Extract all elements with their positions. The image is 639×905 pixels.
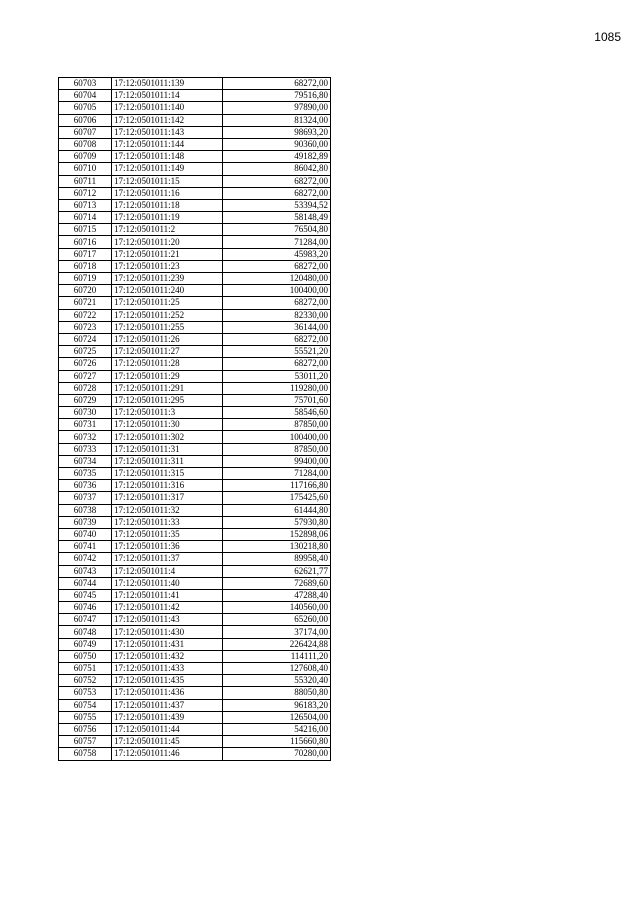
table-row xyxy=(59,163,331,175)
cadastral-number-cell: 17:12:0501011:302 xyxy=(112,431,223,443)
table-row xyxy=(59,699,331,711)
table-row xyxy=(59,248,331,260)
table-row xyxy=(59,431,331,443)
cadastral-number-cell: 17:12:0501011:143 xyxy=(112,126,223,138)
cadastral-value-cell: 68272,00 xyxy=(223,297,331,309)
table-row xyxy=(59,187,331,199)
row-number-cell: 60726 xyxy=(59,358,112,370)
cadastral-value-cell: 152898,06 xyxy=(223,528,331,540)
cadastral-number-cell: 17:12:0501011:240 xyxy=(112,285,223,297)
cadastral-value-cell: 68272,00 xyxy=(223,260,331,272)
table-row xyxy=(59,468,331,480)
row-number-cell: 60706 xyxy=(59,114,112,126)
cadastral-value-cell: 58148,49 xyxy=(223,212,331,224)
table-row xyxy=(59,212,331,224)
cadastral-number-cell: 17:12:0501011:23 xyxy=(112,260,223,272)
row-number-cell: 60755 xyxy=(59,711,112,723)
cadastral-value-cell: 72689,60 xyxy=(223,577,331,589)
row-number-cell: 60719 xyxy=(59,273,112,285)
cadastral-number-cell: 17:12:0501011:432 xyxy=(112,650,223,662)
cadastral-number-cell: 17:12:0501011:16 xyxy=(112,187,223,199)
table-row xyxy=(59,504,331,516)
row-number-cell: 60748 xyxy=(59,626,112,638)
row-number-cell: 60739 xyxy=(59,516,112,528)
cadastral-number-cell: 17:12:0501011:311 xyxy=(112,455,223,467)
cadastral-number-cell: 17:12:0501011:36 xyxy=(112,541,223,553)
cadastral-value-cell: 97890,00 xyxy=(223,102,331,114)
cadastral-value-cell: 126504,00 xyxy=(223,711,331,723)
cadastral-value-cell: 55521,20 xyxy=(223,346,331,358)
table-row xyxy=(59,748,331,760)
row-number-cell: 60716 xyxy=(59,236,112,248)
row-number-cell: 60715 xyxy=(59,224,112,236)
row-number-cell: 60725 xyxy=(59,346,112,358)
table-row xyxy=(59,126,331,138)
table-row xyxy=(59,358,331,370)
table-row xyxy=(59,626,331,638)
table-row xyxy=(59,577,331,589)
cadastral-number-cell: 17:12:0501011:35 xyxy=(112,528,223,540)
row-number-cell: 60758 xyxy=(59,748,112,760)
cadastral-value-cell: 79516,80 xyxy=(223,90,331,102)
table-row xyxy=(59,90,331,102)
cadastral-value-cell: 71284,00 xyxy=(223,468,331,480)
cadastral-number-cell: 17:12:0501011:30 xyxy=(112,419,223,431)
cadastral-number-cell: 17:12:0501011:40 xyxy=(112,577,223,589)
table-row xyxy=(59,333,331,345)
table-row xyxy=(59,78,331,90)
cadastral-number-cell: 17:12:0501011:430 xyxy=(112,626,223,638)
cadastral-number-cell: 17:12:0501011:148 xyxy=(112,151,223,163)
row-number-cell: 60703 xyxy=(59,78,112,90)
cadastral-number-cell: 17:12:0501011:14 xyxy=(112,90,223,102)
cadastral-number-cell: 17:12:0501011:433 xyxy=(112,663,223,675)
table-row xyxy=(59,224,331,236)
table-row xyxy=(59,687,331,699)
row-number-cell: 60732 xyxy=(59,431,112,443)
cadastral-number-cell: 17:12:0501011:19 xyxy=(112,212,223,224)
cadastral-number-cell: 17:12:0501011:239 xyxy=(112,273,223,285)
cadastral-value-cell: 127608,40 xyxy=(223,663,331,675)
cadastral-value-cell: 226424,88 xyxy=(223,638,331,650)
row-number-cell: 60735 xyxy=(59,468,112,480)
table-row xyxy=(59,321,331,333)
row-number-cell: 60704 xyxy=(59,90,112,102)
row-number-cell: 60705 xyxy=(59,102,112,114)
cadastral-number-cell: 17:12:0501011:252 xyxy=(112,309,223,321)
cadastral-number-cell: 17:12:0501011:15 xyxy=(112,175,223,187)
cadastral-value-cell: 68272,00 xyxy=(223,187,331,199)
row-number-cell: 60713 xyxy=(59,199,112,211)
cadastral-value-cell: 68272,00 xyxy=(223,333,331,345)
row-number-cell: 60731 xyxy=(59,419,112,431)
cadastral-value-cell: 140560,00 xyxy=(223,602,331,614)
table-row xyxy=(59,528,331,540)
row-number-cell: 60729 xyxy=(59,394,112,406)
cadastral-value-cell: 86042,80 xyxy=(223,163,331,175)
table-row xyxy=(59,309,331,321)
row-number-cell: 60724 xyxy=(59,333,112,345)
cadastral-number-cell: 17:12:0501011:315 xyxy=(112,468,223,480)
table-row xyxy=(59,273,331,285)
cadastral-number-cell: 17:12:0501011:139 xyxy=(112,78,223,90)
cadastral-number-cell: 17:12:0501011:255 xyxy=(112,321,223,333)
cadastral-number-cell: 17:12:0501011:316 xyxy=(112,480,223,492)
cadastral-number-cell: 17:12:0501011:317 xyxy=(112,492,223,504)
row-number-cell: 60746 xyxy=(59,602,112,614)
cadastral-value-cell: 37174,00 xyxy=(223,626,331,638)
table-row xyxy=(59,675,331,687)
cadastral-value-cell: 90360,00 xyxy=(223,138,331,150)
cadastral-number-cell: 17:12:0501011:33 xyxy=(112,516,223,528)
cadastral-value-cell: 76504,80 xyxy=(223,224,331,236)
cadastral-value-cell: 88050,80 xyxy=(223,687,331,699)
row-number-cell: 60728 xyxy=(59,382,112,394)
row-number-cell: 60730 xyxy=(59,407,112,419)
table-row xyxy=(59,175,331,187)
row-number-cell: 60717 xyxy=(59,248,112,260)
table-row xyxy=(59,151,331,163)
cadastral-number-cell: 17:12:0501011:42 xyxy=(112,602,223,614)
page-number: 1085 xyxy=(594,30,621,44)
table-row xyxy=(59,480,331,492)
cadastral-value-cell: 54216,00 xyxy=(223,723,331,735)
cadastral-number-cell: 17:12:0501011:439 xyxy=(112,711,223,723)
row-number-cell: 60710 xyxy=(59,163,112,175)
table-row xyxy=(59,723,331,735)
table-row xyxy=(59,711,331,723)
cadastral-number-cell: 17:12:0501011:20 xyxy=(112,236,223,248)
cadastral-value-table xyxy=(58,77,331,761)
cadastral-value-cell: 119280,00 xyxy=(223,382,331,394)
row-number-cell: 60708 xyxy=(59,138,112,150)
cadastral-value-cell: 68272,00 xyxy=(223,175,331,187)
table-row xyxy=(59,736,331,748)
cadastral-value-cell: 130218,80 xyxy=(223,541,331,553)
cadastral-number-cell: 17:12:0501011:41 xyxy=(112,589,223,601)
row-number-cell: 60754 xyxy=(59,699,112,711)
cadastral-value-cell: 65260,00 xyxy=(223,614,331,626)
cadastral-value-cell: 82330,00 xyxy=(223,309,331,321)
cadastral-number-cell: 17:12:0501011:436 xyxy=(112,687,223,699)
cadastral-number-cell: 17:12:0501011:43 xyxy=(112,614,223,626)
row-number-cell: 60707 xyxy=(59,126,112,138)
table-row xyxy=(59,236,331,248)
table-row xyxy=(59,138,331,150)
table-row xyxy=(59,553,331,565)
table-row xyxy=(59,492,331,504)
cadastral-value-cell: 58546,60 xyxy=(223,407,331,419)
row-number-cell: 60744 xyxy=(59,577,112,589)
cadastral-value-cell: 70280,00 xyxy=(223,748,331,760)
table-row xyxy=(59,516,331,528)
table-row xyxy=(59,565,331,577)
table-row xyxy=(59,589,331,601)
cadastral-value-cell: 175425,60 xyxy=(223,492,331,504)
table-row xyxy=(59,199,331,211)
row-number-cell: 60720 xyxy=(59,285,112,297)
cadastral-number-cell: 17:12:0501011:26 xyxy=(112,333,223,345)
cadastral-value-cell: 96183,20 xyxy=(223,699,331,711)
cadastral-value-cell: 61444,80 xyxy=(223,504,331,516)
row-number-cell: 60711 xyxy=(59,175,112,187)
table-row xyxy=(59,614,331,626)
row-number-cell: 60742 xyxy=(59,553,112,565)
cadastral-number-cell: 17:12:0501011:2 xyxy=(112,224,223,236)
table-row xyxy=(59,346,331,358)
cadastral-number-cell: 17:12:0501011:295 xyxy=(112,394,223,406)
cadastral-number-cell: 17:12:0501011:140 xyxy=(112,102,223,114)
table-row xyxy=(59,297,331,309)
cadastral-value-cell: 57930,80 xyxy=(223,516,331,528)
table-row xyxy=(59,455,331,467)
cadastral-value-cell: 89958,40 xyxy=(223,553,331,565)
row-number-cell: 60741 xyxy=(59,541,112,553)
table-row xyxy=(59,541,331,553)
table-row xyxy=(59,102,331,114)
table-row xyxy=(59,114,331,126)
cadastral-number-cell: 17:12:0501011:18 xyxy=(112,199,223,211)
row-number-cell: 60723 xyxy=(59,321,112,333)
cadastral-value-cell: 87850,00 xyxy=(223,419,331,431)
cadastral-value-cell: 68272,00 xyxy=(223,78,331,90)
cadastral-value-cell: 114111,20 xyxy=(223,650,331,662)
row-number-cell: 60743 xyxy=(59,565,112,577)
cadastral-number-cell: 17:12:0501011:142 xyxy=(112,114,223,126)
cadastral-value-cell: 53394,52 xyxy=(223,199,331,211)
table-row xyxy=(59,260,331,272)
cadastral-value-cell: 81324,00 xyxy=(223,114,331,126)
cadastral-value-cell: 100400,00 xyxy=(223,285,331,297)
cadastral-value-cell: 49182,89 xyxy=(223,151,331,163)
row-number-cell: 60757 xyxy=(59,736,112,748)
cadastral-number-cell: 17:12:0501011:45 xyxy=(112,736,223,748)
table-row xyxy=(59,394,331,406)
table-row xyxy=(59,638,331,650)
cadastral-number-cell: 17:12:0501011:435 xyxy=(112,675,223,687)
cadastral-value-cell: 87850,00 xyxy=(223,443,331,455)
row-number-cell: 60712 xyxy=(59,187,112,199)
table-row xyxy=(59,419,331,431)
cadastral-number-cell: 17:12:0501011:44 xyxy=(112,723,223,735)
table-row xyxy=(59,663,331,675)
cadastral-value-cell: 62621,77 xyxy=(223,565,331,577)
table-row xyxy=(59,443,331,455)
cadastral-number-cell: 17:12:0501011:31 xyxy=(112,443,223,455)
cadastral-number-cell: 17:12:0501011:28 xyxy=(112,358,223,370)
table-row xyxy=(59,382,331,394)
cadastral-number-cell: 17:12:0501011:29 xyxy=(112,370,223,382)
row-number-cell: 60736 xyxy=(59,480,112,492)
row-number-cell: 60714 xyxy=(59,212,112,224)
cadastral-value-cell: 47288,40 xyxy=(223,589,331,601)
table-body xyxy=(59,78,331,761)
table-row xyxy=(59,370,331,382)
cadastral-value-cell: 99400,00 xyxy=(223,455,331,467)
cadastral-value-cell: 53011,20 xyxy=(223,370,331,382)
row-number-cell: 60751 xyxy=(59,663,112,675)
table-row xyxy=(59,650,331,662)
cadastral-number-cell: 17:12:0501011:144 xyxy=(112,138,223,150)
cadastral-number-cell: 17:12:0501011:149 xyxy=(112,163,223,175)
cadastral-number-cell: 17:12:0501011:46 xyxy=(112,748,223,760)
cadastral-number-cell: 17:12:0501011:32 xyxy=(112,504,223,516)
row-number-cell: 60709 xyxy=(59,151,112,163)
cadastral-value-cell: 71284,00 xyxy=(223,236,331,248)
cadastral-value-cell: 98693,20 xyxy=(223,126,331,138)
cadastral-value-cell: 120480,00 xyxy=(223,273,331,285)
table-row xyxy=(59,602,331,614)
cadastral-value-cell: 55320,40 xyxy=(223,675,331,687)
row-number-cell: 60753 xyxy=(59,687,112,699)
cadastral-number-cell: 17:12:0501011:21 xyxy=(112,248,223,260)
cadastral-number-cell: 17:12:0501011:37 xyxy=(112,553,223,565)
row-number-cell: 60745 xyxy=(59,589,112,601)
row-number-cell: 60721 xyxy=(59,297,112,309)
row-number-cell: 60749 xyxy=(59,638,112,650)
row-number-cell: 60734 xyxy=(59,455,112,467)
cadastral-value-cell: 68272,00 xyxy=(223,358,331,370)
table-row xyxy=(59,285,331,297)
row-number-cell: 60750 xyxy=(59,650,112,662)
cadastral-number-cell: 17:12:0501011:27 xyxy=(112,346,223,358)
cadastral-value-cell: 75701,60 xyxy=(223,394,331,406)
cadastral-value-cell: 36144,00 xyxy=(223,321,331,333)
row-number-cell: 60752 xyxy=(59,675,112,687)
cadastral-number-cell: 17:12:0501011:437 xyxy=(112,699,223,711)
row-number-cell: 60747 xyxy=(59,614,112,626)
table-row xyxy=(59,407,331,419)
row-number-cell: 60718 xyxy=(59,260,112,272)
cadastral-value-cell: 117166,80 xyxy=(223,480,331,492)
row-number-cell: 60722 xyxy=(59,309,112,321)
cadastral-value-cell: 100400,00 xyxy=(223,431,331,443)
cadastral-value-cell: 115660,80 xyxy=(223,736,331,748)
row-number-cell: 60738 xyxy=(59,504,112,516)
row-number-cell: 60727 xyxy=(59,370,112,382)
cadastral-number-cell: 17:12:0501011:431 xyxy=(112,638,223,650)
cadastral-number-cell: 17:12:0501011:25 xyxy=(112,297,223,309)
cadastral-value-cell: 45983,20 xyxy=(223,248,331,260)
cadastral-number-cell: 17:12:0501011:291 xyxy=(112,382,223,394)
row-number-cell: 60756 xyxy=(59,723,112,735)
cadastral-number-cell: 17:12:0501011:3 xyxy=(112,407,223,419)
row-number-cell: 60733 xyxy=(59,443,112,455)
row-number-cell: 60740 xyxy=(59,528,112,540)
row-number-cell: 60737 xyxy=(59,492,112,504)
cadastral-number-cell: 17:12:0501011:4 xyxy=(112,565,223,577)
